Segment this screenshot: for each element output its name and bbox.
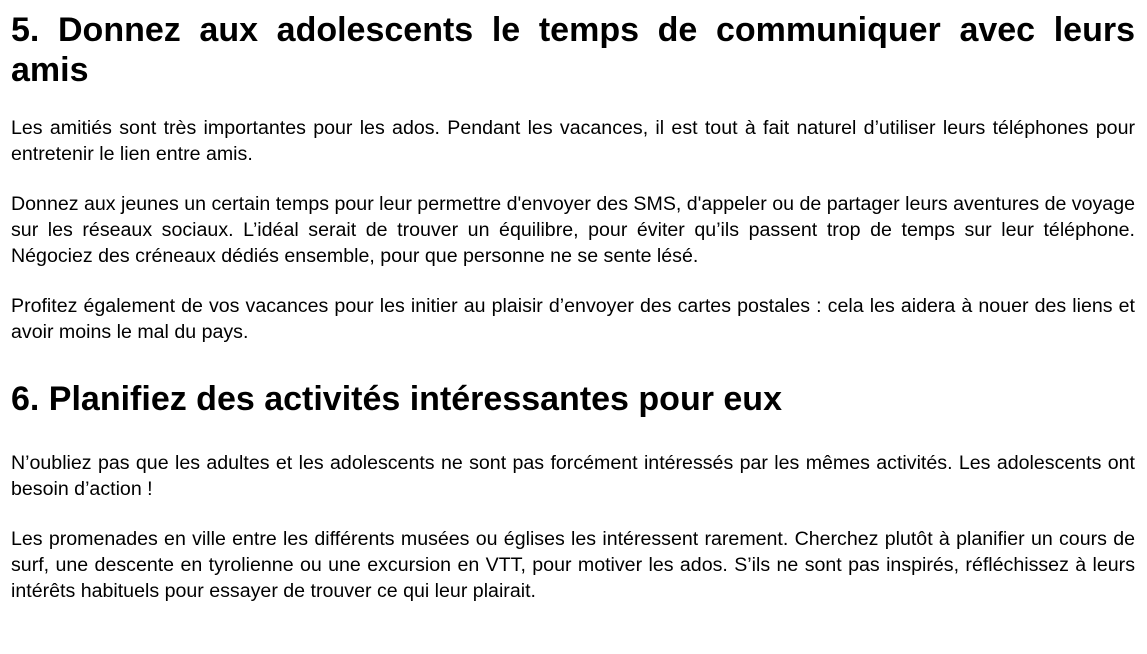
section-6-paragraph-2: Les promenades en ville entre les différents musées ou églises les intéressent rarement. Cherchez plutôt à planifier un cours de surf, une descente en tyrolienne ou une excursion en VTT, pour motiver les ados. S’ils ne sont pas inspirés, réfléchissez à leurs intérêts habituels pour essayer de trouver ce qui leur plairait. (11, 528, 1135, 602)
section-5-heading: 5. Donnez aux adolescents le temps de communiquer avec leurs amis (11, 11, 1135, 89)
section-6-paragraph-1: N’oubliez pas que les adultes et les adolescents ne sont pas forcément intéressés par les mêmes activités. Les adolescents ont besoin d’action ! (11, 452, 1135, 500)
section-6-heading: 6. Planifiez des activités intéressantes pour eux (11, 380, 782, 418)
section-5-paragraph-1: Les amitiés sont très importantes pour les ados. Pendant les vacances, il est tout à fait naturel d’utiliser leurs téléphones pour entretenir le lien entre amis. (11, 117, 1135, 165)
section-5-paragraph-3: Profitez également de vos vacances pour les initier au plaisir d’envoyer des cartes postales : cela les aidera à nouer des liens et avoir moins le mal du pays. (11, 295, 1135, 343)
section-5-paragraph-2: Donnez aux jeunes un certain temps pour leur permettre d'envoyer des SMS, d'appeler ou de partager leurs aventures de voyage sur les réseaux sociaux. L’idéal serait de trouver un équilibre, pour éviter qu’ils passent trop de temps sur leur téléphone. Négociez des créneaux dédiés ensemble, pour que personne ne se sente lésé. (11, 193, 1135, 267)
article-body (0, 10, 1147, 604)
